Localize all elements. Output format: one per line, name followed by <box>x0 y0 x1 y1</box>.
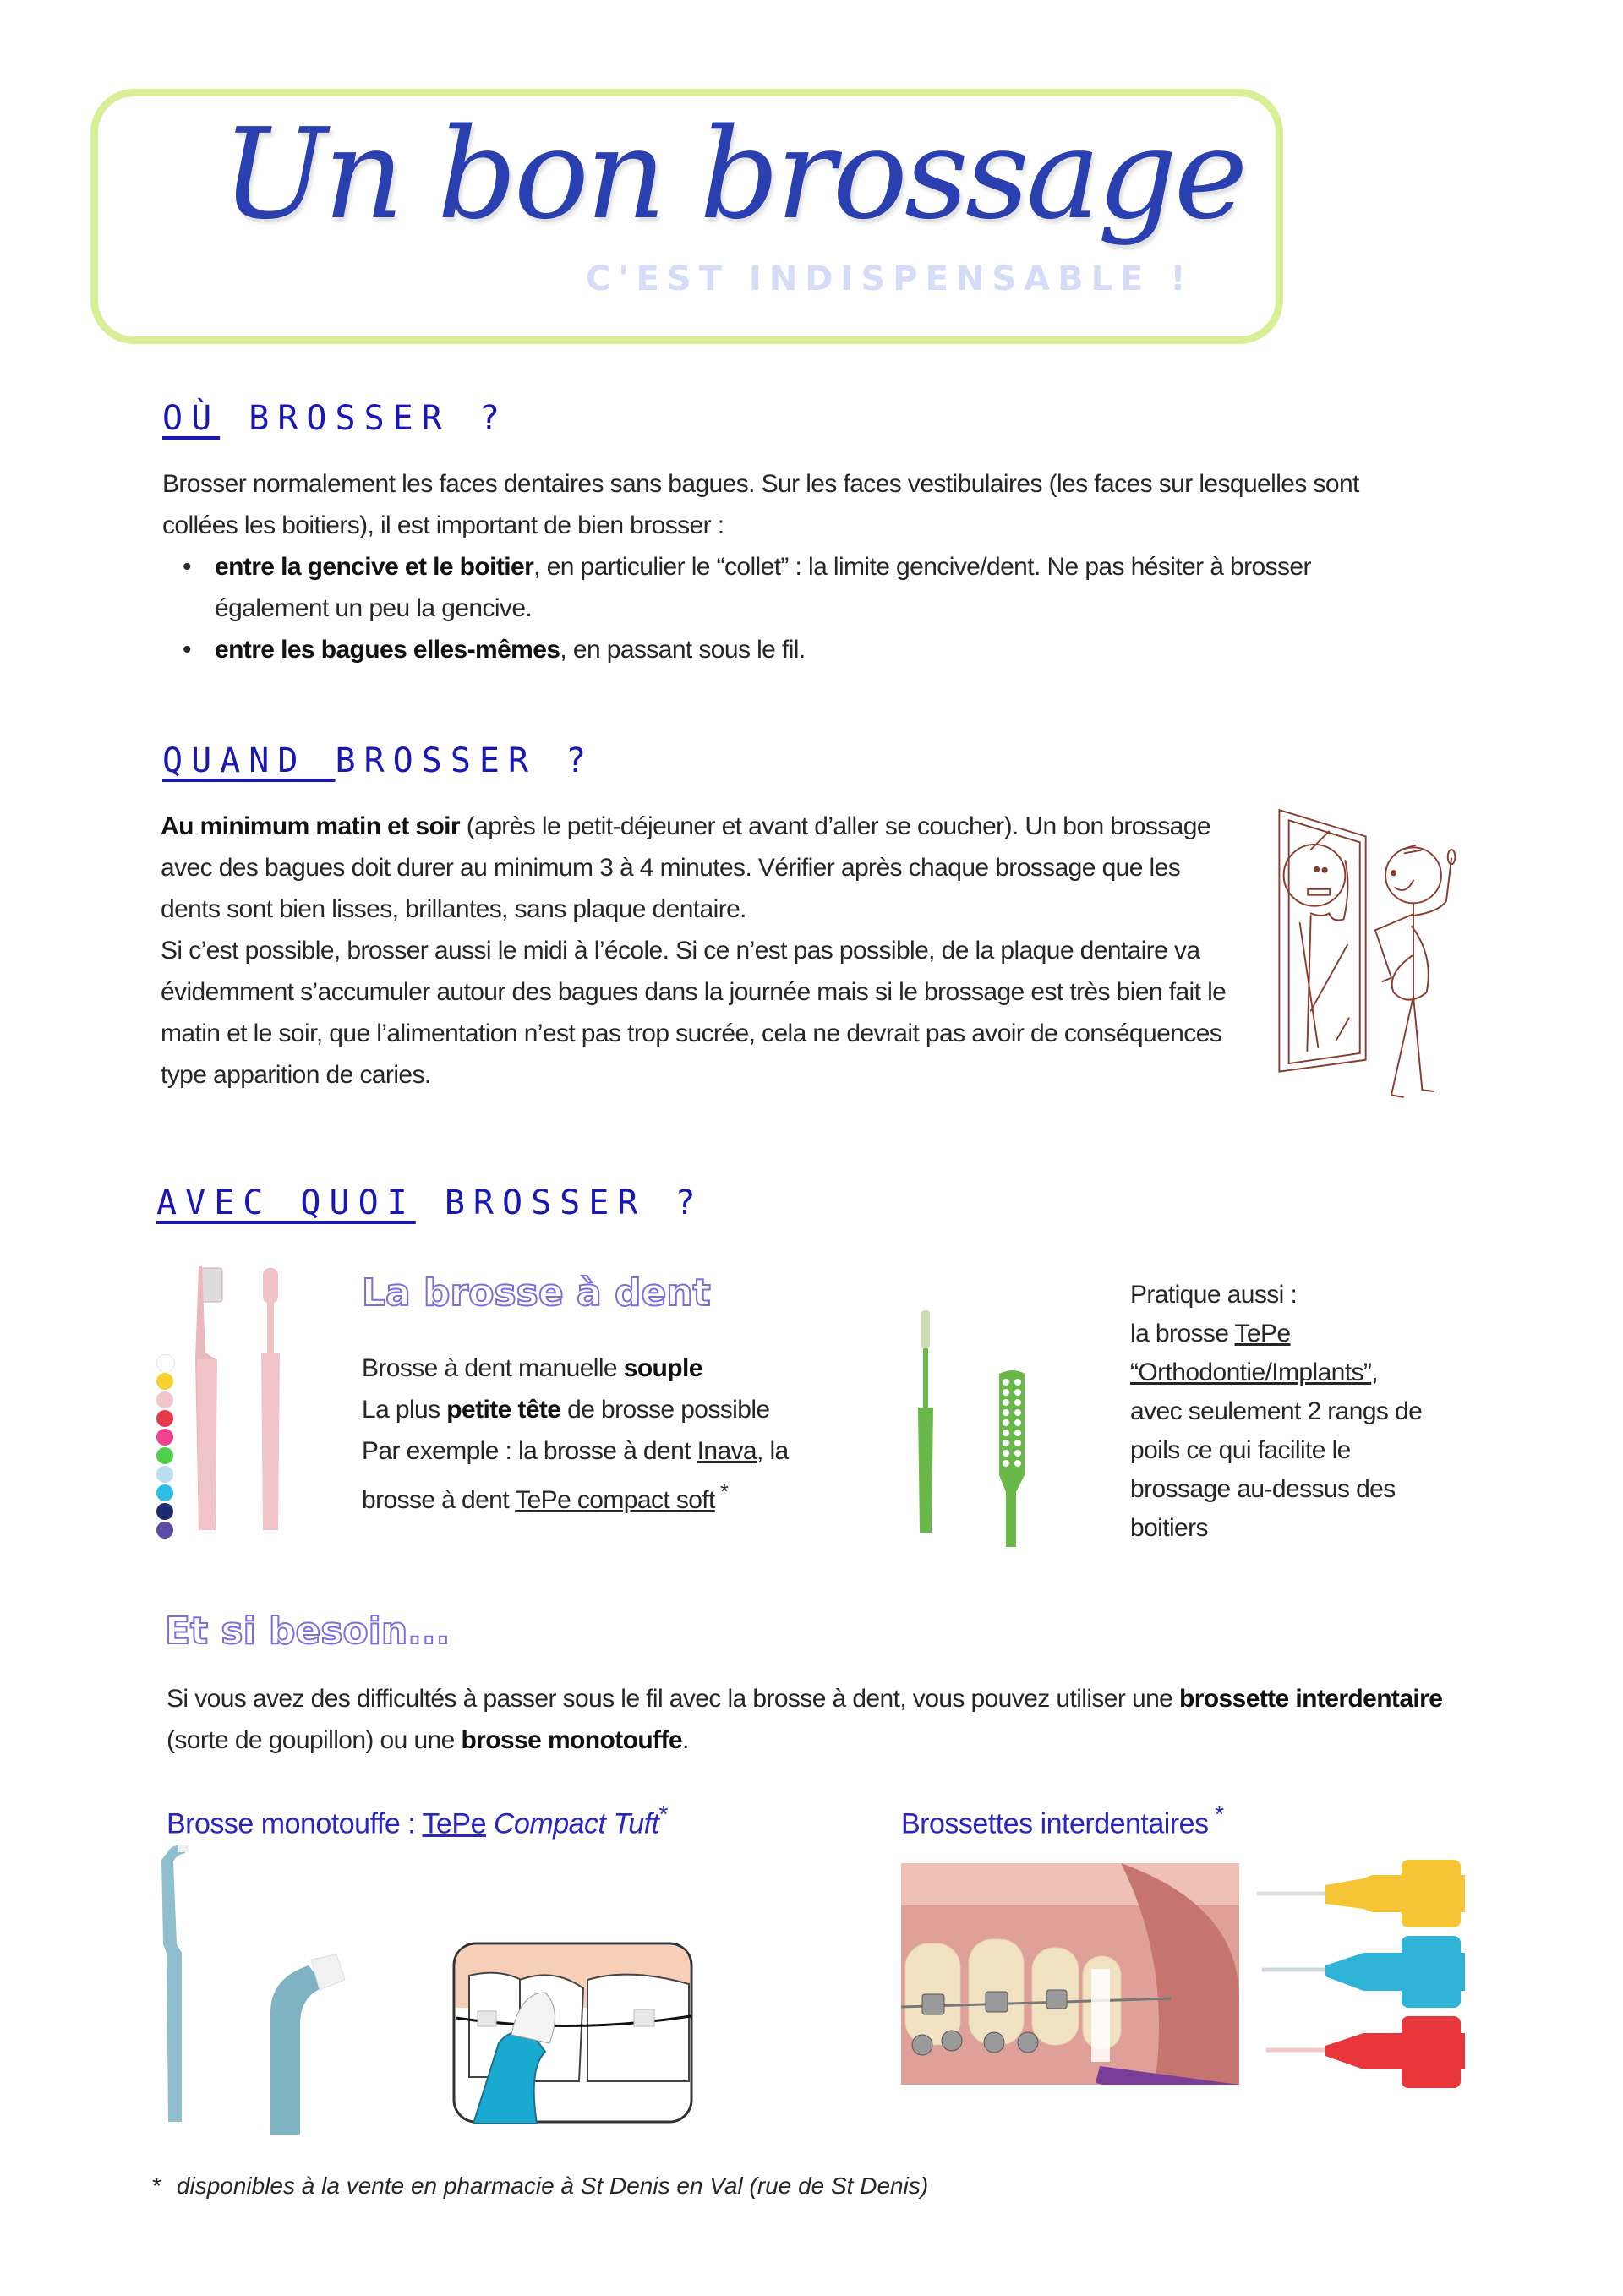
line-small-head <box>362 1389 789 1430</box>
bullet-bold: entre la gencive et le boitier <box>215 553 534 581</box>
line-tepe <box>362 1472 789 1521</box>
heading-underlined-part: AVEC QUOI <box>156 1184 416 1222</box>
color-swatch <box>156 1391 173 1408</box>
heading-quand-brosser <box>162 741 595 780</box>
school-paragraph: Si c’est possible, brosser aussi le midi à l’école. Si ce n’est pas possible, de la plaque dentaire va évidemment s’accumuler autour des bagues dans la journée mais si le brossage est très bien fait le matin et le soir, que l’alimentation n’est pas trop sucrée, cela ne devrait pas avoir de conséquences type apparition de caries. <box>161 937 1227 1089</box>
pink-toothbrush-image <box>190 1260 300 1543</box>
monotuft-head-closeup-image <box>262 1944 355 2135</box>
ortho-brush-description <box>1130 1276 1422 1548</box>
text: brosse à dent <box>362 1486 516 1514</box>
timing-paragraph <box>161 806 1234 930</box>
text: de brosse possible <box>560 1396 770 1424</box>
color-swatch <box>156 1429 173 1446</box>
subheading-toothbrush: La brosse à dent <box>362 1271 711 1315</box>
heading-rest: BROSSER ? <box>220 399 508 438</box>
bold-lead: Au minimum matin et soir <box>161 812 460 840</box>
brushing-zones-list <box>162 546 1413 670</box>
line <box>1130 1315 1422 1353</box>
paragraph-text: (après le petit-déjeuner et avant d’aller se coucher). Un bon brossage avec des bagues doit durer au minimum 3 à 4 minutes. Vérifier après chaque brossage que les dents sont bien lisses, brillantes, sans plaque dentaire. <box>161 812 1210 923</box>
line-example <box>362 1430 789 1472</box>
label: Brossettes interdentaires <box>901 1807 1209 1840</box>
heading-ou-brosser <box>162 399 508 438</box>
footnote <box>152 2173 928 2200</box>
text: Par exemple : la brosse à dent <box>362 1437 697 1465</box>
bullet-bold: entre les bagues elles-mêmes <box>215 636 560 664</box>
ou-brosser-body <box>162 463 1413 670</box>
list-item <box>215 629 1413 670</box>
tepe-monotuft-link[interactable]: TePe <box>422 1807 486 1840</box>
heading-avec-quoi-brosser <box>156 1186 704 1220</box>
text: La plus <box>362 1396 447 1424</box>
tepe-compact-soft-link[interactable]: TePe compact soft <box>515 1486 715 1514</box>
color-swatch <box>156 1447 173 1464</box>
color-swatch <box>156 1373 173 1390</box>
product-name: Compact Tuft <box>486 1807 659 1840</box>
interdental-brush-photo <box>901 1863 1239 2085</box>
page-tagline: C'EST INDISPENSABLE ! <box>586 260 1194 298</box>
color-swatch <box>156 1410 173 1427</box>
monotuft-braces-illustration <box>452 1942 693 2124</box>
list-item <box>215 546 1413 629</box>
page-title: Un bon brossage <box>221 101 1245 247</box>
color-swatch <box>156 1522 173 1539</box>
bold-text: petite tête <box>446 1396 561 1424</box>
heading-et-si-besoin: Et si besoin... <box>165 1610 451 1653</box>
footnote-marker: * <box>658 1801 669 1829</box>
monotuft-brush-image <box>156 1843 216 2135</box>
inava-link[interactable]: Inava <box>697 1437 757 1465</box>
text: la brosse <box>1130 1320 1235 1348</box>
interdental-brushes-image <box>1254 1851 1516 2096</box>
bullet-text: , en passant sous le fil. <box>560 636 806 664</box>
green-ortho-toothbrush-image <box>913 1306 1057 1551</box>
tepe-link[interactable]: TePe <box>1234 1320 1291 1348</box>
color-swatch <box>156 1484 173 1501</box>
text: Si vous avez des difficultés à passer sous le fil avec la brosse à dent, vous pouvez utiliser une <box>167 1685 1179 1713</box>
line: avec seulement 2 rangs de <box>1130 1397 1423 1425</box>
line: poils ce qui facilite le <box>1130 1436 1351 1464</box>
heading-underlined-part: QUAND <box>162 741 336 780</box>
besoin-paragraph <box>167 1678 1468 1761</box>
line: Pratique aussi : <box>1130 1281 1298 1309</box>
heading-rest: BROSSER ? <box>335 741 595 780</box>
color-swatch <box>156 1466 173 1483</box>
color-swatch <box>156 1503 173 1520</box>
toothbrush-description <box>362 1348 789 1521</box>
footnote-marker: * <box>714 1480 729 1504</box>
footnote-star: * <box>152 2173 161 2199</box>
bullet-text: , en particulier le “collet” : la limite gencive/dent. Ne pas hésiter à brosser également un peu la gencive. <box>215 553 1311 622</box>
text: Brosse à dent manuelle <box>362 1354 624 1382</box>
subheading-interdental <box>901 1803 1223 1838</box>
quand-brosser-body <box>161 806 1234 1096</box>
text: , <box>1371 1358 1379 1386</box>
intro-paragraph: Brosser normalement les faces dentaires sans bagues. Sur les faces vestibulaires (les faces sur lesquelles sont collées les boitiers), il est important de bien brosser : <box>162 470 1359 539</box>
orthodontie-implants-link[interactable]: “Orthodontie/Implants” <box>1130 1358 1372 1386</box>
line: brossage au-dessus des <box>1130 1475 1396 1503</box>
bold-text: souple <box>623 1354 702 1382</box>
footnote-marker: * <box>1208 1801 1224 1829</box>
text: , la <box>757 1437 789 1465</box>
toothbrush-color-options <box>156 1354 175 1540</box>
label: Brosse monotouffe : <box>167 1807 423 1840</box>
text: . <box>681 1726 689 1754</box>
line: boitiers <box>1130 1514 1208 1542</box>
text: (sorte de goupillon) ou une <box>167 1726 462 1754</box>
line-soft <box>362 1348 789 1389</box>
footnote-text: disponibles à la vente en pharmacie à St Denis en Val (rue de St Denis) <box>176 2173 929 2199</box>
bold-text: brossette interdentaire <box>1179 1685 1443 1713</box>
subheading-monotuft <box>167 1803 668 1838</box>
stick-figure-mirror-illustration <box>1260 786 1479 1133</box>
heading-underlined-part: OÙ <box>162 399 221 438</box>
heading-rest: BROSSER ? <box>415 1184 704 1222</box>
line <box>1130 1353 1422 1392</box>
color-swatch <box>156 1354 175 1373</box>
bold-text: brosse monotouffe <box>461 1726 682 1754</box>
